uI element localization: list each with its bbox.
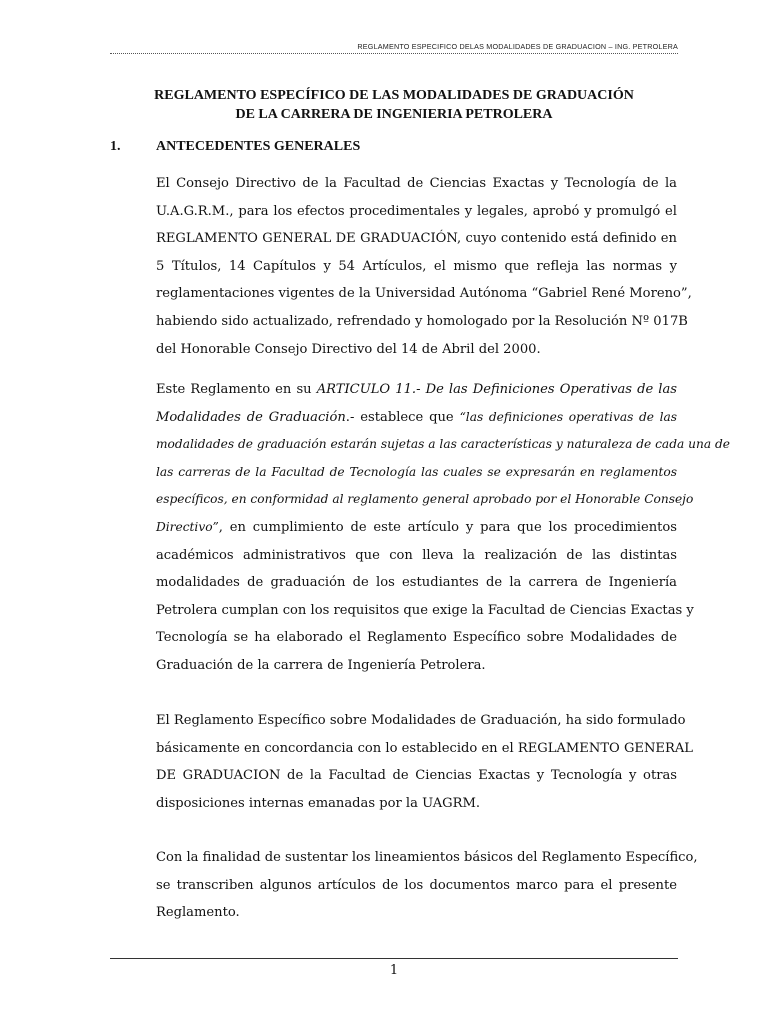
text-run: , en cumplimiento de este artículo y para que los procedimientos <box>218 519 677 535</box>
quotation-line: las carreras de la Facultad de Tecnología las cuales se expresarán en reglamentos <box>156 464 677 479</box>
paragraph-line: del Honorable Consejo Directivo del 14 de Abril del 2000. <box>156 341 541 357</box>
paragraph-line <box>156 514 677 542</box>
paragraph-line: básicamente en concordancia con lo establecido en el REGLAMENTO GENERAL <box>156 740 693 756</box>
paragraph-line: reglamentaciones vigentes de la Universidad Autónoma “Gabriel René Moreno”, <box>156 286 692 302</box>
paragraph-line: Tecnología se ha elaborado el Reglamento Específico sobre Modalidades de <box>156 630 677 646</box>
footer-rule <box>110 958 678 959</box>
page-number: 1 <box>389 963 399 978</box>
quotation: “las definiciones operativas de las <box>459 409 677 424</box>
paragraph-line: académicos administrativos que con lleva la realización de las distintas <box>156 547 677 563</box>
paragraph-1 <box>156 170 692 363</box>
paragraph-line: U.A.G.R.M., para los efectos procedimentales y legales, aprobó y promulgó el <box>156 203 677 219</box>
text-run: Este Reglamento en su <box>156 382 317 397</box>
paragraph-line: El Reglamento Específico sobre Modalidades de Graduación, ha sido formulado <box>156 713 686 728</box>
paragraph-line <box>156 404 677 432</box>
paragraph-line: REGLAMENTO GENERAL DE GRADUACIÓN, cuyo contenido está definido en <box>156 231 677 247</box>
section-title: ANTECEDENTES GENERALES <box>156 139 361 154</box>
document-title-line-1: REGLAMENTO ESPECÍFICO DE LAS MODALIDADES DE GRADUACIÓN <box>154 88 634 103</box>
paragraph-line: se transcriben algunos artículos de los documentos marco para el presente <box>156 877 677 893</box>
paragraph-line: El Consejo Directivo de la Facultad de Ciencias Exactas y Tecnología de la <box>156 176 677 191</box>
paragraph-2 <box>156 376 730 680</box>
paragraph-line: DE GRADUACION de la Facultad de Ciencias Exactas y Tecnología y otras <box>156 768 677 784</box>
paragraph-line: modalidades de graduación de los estudiantes de la carrera de Ingeniería <box>156 575 677 591</box>
text-run: .- establece que <box>345 409 460 425</box>
paragraph-4 <box>156 844 698 927</box>
section-number: 1. <box>110 139 121 154</box>
article-reference: Modalidades de Graduación <box>156 409 346 425</box>
quotation-line: específicos, en conformidad al reglamento general aprobado por el Honorable Consejo <box>156 492 694 507</box>
running-header: REGLAMENTO ESPECIFICO DELAS MODALIDADES DE GRADUACION – ING. PETROLERA <box>110 42 678 54</box>
paragraph-line: Reglamento. <box>156 905 240 921</box>
article-reference: ARTICULO 11.- De las Definiciones Operativas de las <box>316 382 678 397</box>
paragraph-line: disposiciones internas emanadas por la UAGRM. <box>156 795 481 811</box>
paragraph-line: 5 Títulos, 14 Capítulos y 54 Artículos, el mismo que refleja las normas y <box>156 258 677 274</box>
paragraph-3 <box>156 707 693 817</box>
document-title <box>110 86 678 124</box>
quotation-line: modalidades de graduación estarán sujetas a las características y naturaleza de cada una de <box>156 437 730 452</box>
paragraph-line: habiendo sido actualizado, refrendado y homologado por la Resolución Nº 017B <box>156 313 688 329</box>
section-heading <box>110 139 678 155</box>
document-title-line-2: DE LA CARRERA DE INGENIERIA PETROLERA <box>235 107 553 122</box>
quotation: Directivo” <box>156 519 219 534</box>
paragraph-line: Con la finalidad de sustentar los lineamientos básicos del Reglamento Específico, <box>156 850 698 865</box>
paragraph-line: Petrolera cumplan con los requisitos que exige la Facultad de Ciencias Exactas y <box>156 602 694 618</box>
paragraph-line <box>156 376 677 404</box>
paragraph-line: Graduación de la carrera de Ingeniería Petrolera. <box>156 657 486 673</box>
